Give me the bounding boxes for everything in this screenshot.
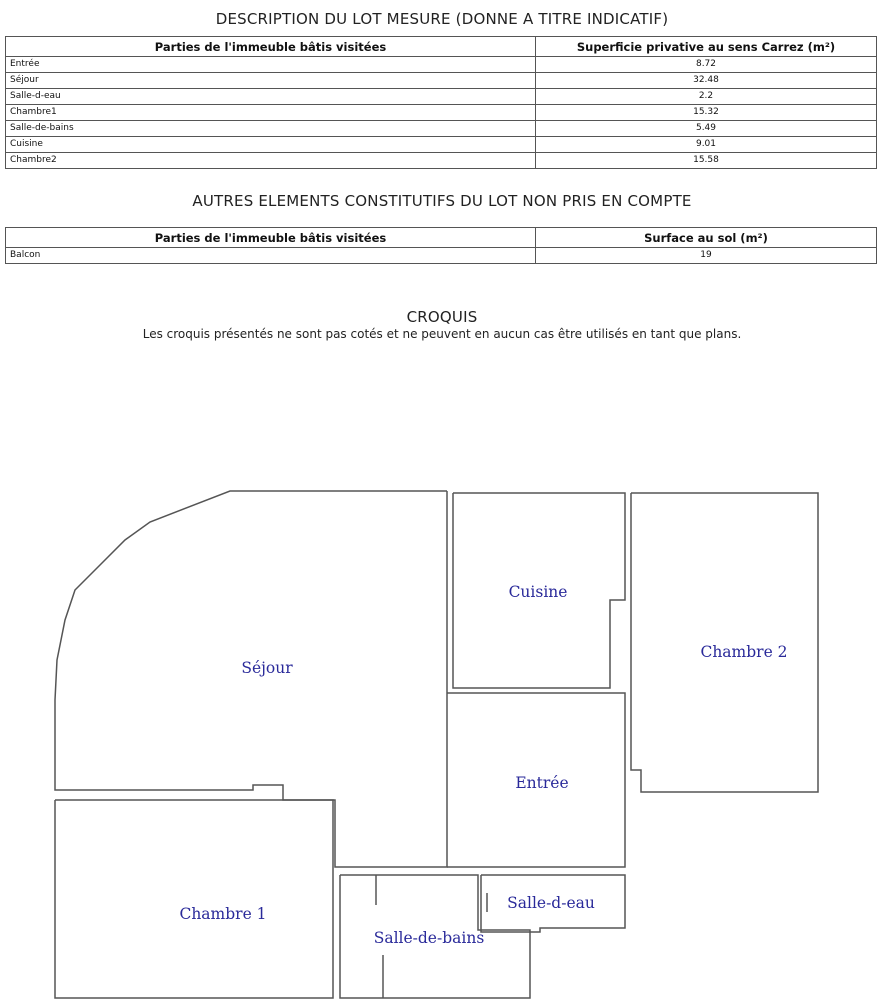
room-name: Entrée bbox=[6, 57, 536, 73]
room-area: 9.01 bbox=[536, 137, 877, 153]
room-name: Salle-de-bains bbox=[6, 121, 536, 137]
room-name: Chambre2 bbox=[6, 153, 536, 169]
label-cuisine: Cuisine bbox=[508, 583, 568, 601]
room-area: 2.2 bbox=[536, 89, 877, 105]
wall-chambre1 bbox=[55, 800, 333, 998]
room-area: 8.72 bbox=[536, 57, 877, 73]
element-area: 19 bbox=[536, 248, 877, 264]
header-parties: Parties de l'immeuble bâtis visitées bbox=[6, 37, 536, 57]
croquis-note: Les croquis présentés ne sont pas cotés et ne peuvent en aucun cas être utilisés en tant que plans. bbox=[142, 327, 742, 341]
room-area: 5.49 bbox=[536, 121, 877, 137]
wall-sejour bbox=[55, 491, 447, 867]
label-sejour: Séjour bbox=[241, 659, 293, 677]
floor-plan-walls bbox=[55, 491, 818, 998]
label-chambre1: Chambre 1 bbox=[179, 905, 267, 923]
section1-title: DESCRIPTION DU LOT MESURE (DONNE A TITRE INDICATIF) bbox=[215, 10, 669, 28]
header-surface-sol: Surface au sol (m²) bbox=[536, 228, 877, 248]
header-superficie: Superficie privative au sens Carrez (m²) bbox=[536, 37, 877, 57]
room-area: 32.48 bbox=[536, 73, 877, 89]
label-chambre2: Chambre 2 bbox=[700, 643, 788, 661]
room-name: Séjour bbox=[6, 73, 536, 89]
label-salle-de-bains: Salle-de-bains bbox=[373, 929, 485, 947]
room-name: Chambre1 bbox=[6, 105, 536, 121]
room-name: Cuisine bbox=[6, 137, 536, 153]
label-entree: Entrée bbox=[515, 774, 569, 792]
element-name: Balcon bbox=[6, 248, 536, 264]
room-area: 15.58 bbox=[536, 153, 877, 169]
room-name: Salle-d-eau bbox=[6, 89, 536, 105]
header-parties: Parties de l'immeuble bâtis visitées bbox=[6, 228, 536, 248]
room-area: 15.32 bbox=[536, 105, 877, 121]
label-salle-d-eau: Salle-d-eau bbox=[507, 894, 595, 912]
croquis-title: CROQUIS bbox=[406, 308, 478, 326]
section2-title: AUTRES ELEMENTS CONSTITUTIFS DU LOT NON PRIS EN COMPTE bbox=[192, 192, 692, 210]
